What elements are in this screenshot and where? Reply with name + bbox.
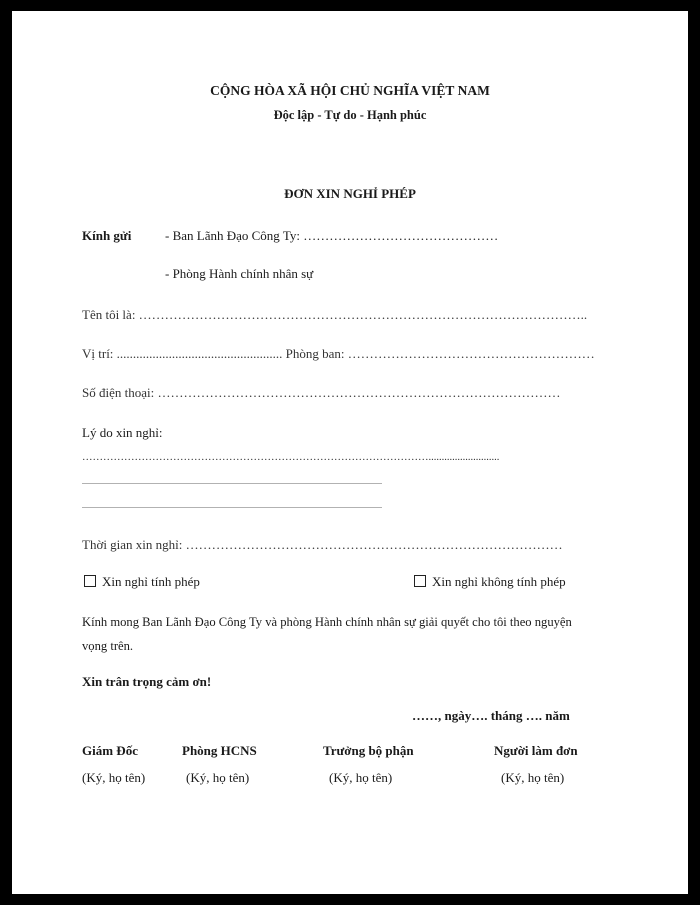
recipient-board: - Ban Lãnh Đạo Công Ty: ……………………………………… xyxy=(165,228,499,243)
signature-role-dept-head: Trưởng bộ phận xyxy=(323,743,414,758)
signature-note-director: (Ký, họ tên) xyxy=(82,770,146,785)
request-line-2: vọng trên. xyxy=(82,639,134,653)
form-title: ĐƠN XIN NGHỈ PHÉP xyxy=(284,186,416,201)
reason-label: Lý do xin nghỉ: xyxy=(82,425,163,440)
paid-leave-label: Xin nghỉ tính phép xyxy=(102,574,200,589)
signature-note-applicant: (Ký, họ tên) xyxy=(501,770,565,785)
date-line: ……, ngày…. tháng …. năm xyxy=(412,708,570,723)
signature-role-director: Giám Đốc xyxy=(82,743,138,758)
reason-line-3[interactable]: ...................................................................................................................................................... xyxy=(82,501,382,510)
unpaid-leave-checkbox[interactable] xyxy=(414,575,426,587)
recipients-label: Kính gửi xyxy=(82,228,132,243)
phone-field[interactable]: Số điện thoại: ………………………………………………………………………………… xyxy=(82,385,561,400)
reason-line-2[interactable]: ...................................................................................................................................................... xyxy=(82,477,382,486)
time-off-field[interactable]: Thời gian xin nghỉ: …………………………………………………………………………… xyxy=(82,537,563,552)
signature-note-dept-head: (Ký, họ tên) xyxy=(329,770,393,785)
reason-line-1[interactable]: ………………………………………………………………………………………........................... xyxy=(82,452,500,463)
signature-role-hr: Phòng HCNS xyxy=(182,743,257,758)
signature-role-applicant: Người làm đơn xyxy=(494,743,578,758)
signature-note-hr: (Ký, họ tên) xyxy=(186,770,250,785)
thanks-text: Xin trân trọng cảm ơn! xyxy=(82,674,212,689)
paid-leave-checkbox[interactable] xyxy=(84,575,96,587)
unpaid-leave-label: Xin nghỉ không tính phép xyxy=(432,574,566,589)
motto: Độc lập - Tự do - Hạnh phúc xyxy=(273,108,427,122)
recipient-hr: - Phòng Hành chính nhân sự xyxy=(165,266,314,281)
request-line-1: Kính mong Ban Lãnh Đạo Công Ty và phòng Hành chính nhân sự giải quyết cho tôi theo nguyện xyxy=(82,615,572,629)
country-heading: CỘNG HÒA XÃ HỘI CHỦ NGHĨA VIỆT NAM xyxy=(210,83,490,98)
name-field[interactable]: Tên tôi là: ………………………………………………………………………………………….. xyxy=(82,307,588,322)
position-department-field[interactable]: Vị trí: ................................................... Phòng ban: ………………………………………………… xyxy=(82,346,595,361)
